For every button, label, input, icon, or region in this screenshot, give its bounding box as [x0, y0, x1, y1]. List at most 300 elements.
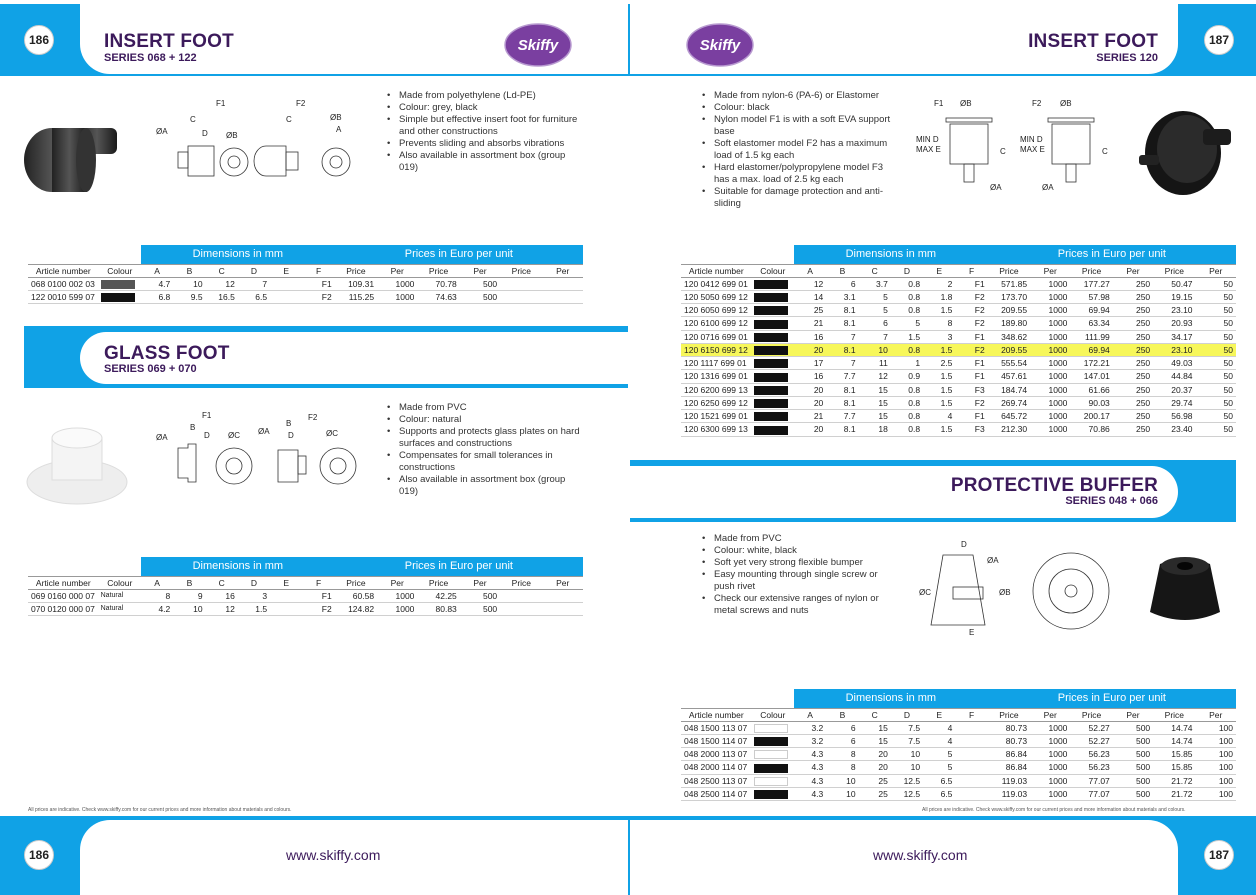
- table-cell: 115.25: [335, 290, 377, 303]
- table-cell: 0.8: [891, 343, 923, 356]
- table-cell: 1.5: [923, 304, 955, 317]
- feature-item: • Supports and protects glass plates on hard surfaces and constructions: [385, 426, 585, 450]
- column-header: E: [923, 264, 955, 277]
- table-cell: 6: [859, 317, 891, 330]
- diagram-label: MIN D: [1020, 135, 1043, 144]
- table-cell: [955, 721, 987, 734]
- table-cell: 500: [1113, 787, 1153, 800]
- skiffy-logo-left: [503, 22, 573, 68]
- table-cell: 209.55: [988, 304, 1030, 317]
- table-cell: 69.94: [1070, 304, 1112, 317]
- table-cell: 50: [1196, 343, 1236, 356]
- website-link[interactable]: www.skiffy.com: [286, 847, 381, 863]
- table-cell: 7.7: [826, 410, 858, 423]
- table-cell: 29.74: [1153, 396, 1195, 409]
- column-header: A: [141, 576, 173, 589]
- table-cell: 20: [794, 383, 826, 396]
- prices-header: Prices in Euro per unit: [335, 245, 583, 264]
- table-cell: 3.7: [859, 277, 891, 290]
- table-row: [681, 370, 1236, 383]
- colour-swatch: [754, 764, 788, 773]
- diagram-label: ØC: [228, 431, 240, 440]
- table-cell: 1000: [1030, 774, 1070, 787]
- table-cell: [500, 589, 542, 602]
- feature-item: • Also available in assortment box (group 019): [385, 474, 585, 498]
- article-number: 120 6300 699 13: [681, 423, 752, 436]
- column-header: F: [955, 264, 987, 277]
- table-cell: 7.5: [891, 721, 923, 734]
- table-cell: F2: [955, 304, 987, 317]
- diagram-label: ØC: [326, 429, 338, 438]
- table-cell: 44.84: [1153, 370, 1195, 383]
- diagram-label: C: [190, 115, 196, 124]
- colour-cell: [752, 774, 794, 787]
- column-header: A: [794, 264, 826, 277]
- table-cell: 7: [238, 277, 270, 290]
- table-cell: [543, 290, 583, 303]
- column-header: Price: [500, 264, 542, 277]
- table-cell: [543, 602, 583, 615]
- table-cell: 15: [859, 410, 891, 423]
- column-header: Per: [377, 576, 417, 589]
- table-cell: 100: [1196, 787, 1236, 800]
- table-cell: 57.98: [1070, 290, 1112, 303]
- table-cell: 250: [1113, 383, 1153, 396]
- table-cell: 1000: [1030, 748, 1070, 761]
- table-cell: 8.1: [826, 396, 858, 409]
- table-cell: 10: [826, 774, 858, 787]
- colour-swatch: [754, 333, 788, 342]
- table-cell: 50: [1196, 330, 1236, 343]
- table-cell: 14: [794, 290, 826, 303]
- table-cell: 5: [859, 290, 891, 303]
- feature-item: • Compensates for small tolerances in constructions: [385, 450, 585, 474]
- table-cell: 90.03: [1070, 396, 1112, 409]
- table-cell: 500: [1113, 774, 1153, 787]
- table-cell: 80.83: [417, 602, 459, 615]
- table-cell: 80.73: [988, 721, 1030, 734]
- table-cell: 10: [891, 748, 923, 761]
- table-row: [681, 290, 1236, 303]
- colour-cell: [99, 290, 141, 303]
- table-spacer: [681, 689, 794, 708]
- table-cell: 19.15: [1153, 290, 1195, 303]
- table-row: [681, 317, 1236, 330]
- table-cell: 0.8: [891, 304, 923, 317]
- feature-item: • Made from PVC: [385, 402, 585, 414]
- table-row: [681, 774, 1236, 787]
- colour-cell: [752, 761, 794, 774]
- table-spacer: [681, 245, 794, 264]
- table-row: [28, 589, 583, 602]
- diagram-label: D: [961, 540, 967, 549]
- column-header: C: [206, 264, 238, 277]
- diagram-label: A: [336, 125, 342, 134]
- article-number: 120 0412 699 01: [681, 277, 752, 290]
- diagram-label: C: [286, 115, 292, 124]
- dimensions-header: Dimensions in mm: [794, 689, 988, 708]
- table-cell: 4.3: [794, 748, 826, 761]
- table-cell: F1: [302, 277, 334, 290]
- table-cell: F1: [955, 357, 987, 370]
- table-cell: 12: [206, 602, 238, 615]
- table-cell: 52.27: [1070, 721, 1112, 734]
- colour-cell: [752, 721, 794, 734]
- diagram-label: ØB: [960, 99, 972, 108]
- table-cell: 21.72: [1153, 787, 1195, 800]
- diagram-label: ØA: [156, 127, 168, 136]
- table-cell: 15: [859, 396, 891, 409]
- article-number: 120 1117 699 01: [681, 357, 752, 370]
- website-link[interactable]: www.skiffy.com: [873, 847, 968, 863]
- table-row: [681, 357, 1236, 370]
- table-cell: 12: [206, 277, 238, 290]
- table-cell: 3: [923, 330, 955, 343]
- colour-swatch: [754, 346, 788, 355]
- table-cell: [270, 277, 302, 290]
- column-header: Per: [1196, 264, 1236, 277]
- colour-swatch: [754, 386, 788, 395]
- column-header: Colour: [752, 708, 794, 721]
- table-cell: 9.5: [173, 290, 205, 303]
- table-cell: 1.5: [923, 423, 955, 436]
- table-cell: [955, 748, 987, 761]
- table-row: [681, 734, 1236, 747]
- table-cell: 209.55: [988, 343, 1030, 356]
- table-cell: F2: [955, 290, 987, 303]
- table-cell: 119.03: [988, 774, 1030, 787]
- table-cell: 212.30: [988, 423, 1030, 436]
- table-cell: 49.03: [1153, 357, 1195, 370]
- diagram-label: MIN D: [916, 135, 939, 144]
- article-number: 048 1500 114 07: [681, 734, 752, 747]
- column-header: Price: [988, 708, 1030, 721]
- table-cell: [270, 290, 302, 303]
- colour-cell: [752, 787, 794, 800]
- table-cell: 61.66: [1070, 383, 1112, 396]
- table-cell: [955, 774, 987, 787]
- table-row: [681, 396, 1236, 409]
- page-number-bottom-right: 187: [1204, 840, 1234, 870]
- table-cell: 119.03: [988, 787, 1030, 800]
- table-cell: 250: [1113, 304, 1153, 317]
- table-cell: 12: [859, 370, 891, 383]
- article-number: 068 0100 002 03: [28, 277, 99, 290]
- table-cell: 50: [1196, 410, 1236, 423]
- diagram-label: D: [202, 129, 208, 138]
- dimensions-header: Dimensions in mm: [141, 557, 335, 576]
- column-header: E: [923, 708, 955, 721]
- table-cell: 10: [826, 787, 858, 800]
- table-cell: 50: [1196, 357, 1236, 370]
- table-cell: 1000: [377, 602, 417, 615]
- table-cell: 7: [859, 330, 891, 343]
- colour-swatch: [754, 724, 788, 733]
- table-cell: 250: [1113, 357, 1153, 370]
- feature-item: • Colour: black: [700, 102, 895, 114]
- colour-swatch: [754, 373, 788, 382]
- table-cell: 100: [1196, 774, 1236, 787]
- column-header: E: [270, 576, 302, 589]
- table-cell: 8.1: [826, 423, 858, 436]
- table-cell: 1000: [1030, 410, 1070, 423]
- column-header: D: [238, 264, 270, 277]
- table-cell: 1000: [1030, 734, 1070, 747]
- table-cell: 12.5: [891, 774, 923, 787]
- table-row: [681, 304, 1236, 317]
- diagram-label: MAX E: [916, 145, 941, 154]
- table-cell: 8: [141, 589, 173, 602]
- table-cell: [543, 589, 583, 602]
- table-cell: 50: [1196, 423, 1236, 436]
- table-cell: 6.5: [238, 290, 270, 303]
- diagram-label: D: [204, 431, 210, 440]
- table-cell: 0.8: [891, 290, 923, 303]
- colour-cell: Natural: [99, 602, 141, 615]
- table-cell: 34.17: [1153, 330, 1195, 343]
- colour-cell: [752, 734, 794, 747]
- table-row: [28, 277, 583, 290]
- feature-item: • Colour: grey, black: [385, 102, 585, 114]
- feature-item: • Simple but effective insert foot for furniture and other constructions: [385, 114, 585, 138]
- table-cell: 250: [1113, 370, 1153, 383]
- table-cell: 56.98: [1153, 410, 1195, 423]
- colour-cell: [752, 277, 794, 290]
- table-cell: 1000: [1030, 423, 1070, 436]
- article-number: 120 6100 699 12: [681, 317, 752, 330]
- colour-cell: Natural: [99, 589, 141, 602]
- table-cell: 12: [794, 277, 826, 290]
- table-cell: 50: [1196, 290, 1236, 303]
- feature-item: • Prevents sliding and absorbs vibrations: [385, 138, 585, 150]
- prices-header: Prices in Euro per unit: [335, 557, 583, 576]
- table-cell: 500: [1113, 734, 1153, 747]
- article-number: 069 0160 000 07: [28, 589, 99, 602]
- table-cell: 4.7: [141, 277, 173, 290]
- table-row: [681, 277, 1236, 290]
- table-cell: 1.5: [923, 383, 955, 396]
- diagram-label: B: [190, 423, 196, 432]
- section-subtitle: SERIES 120: [1096, 52, 1158, 64]
- diagram-label: ØA: [990, 183, 1002, 192]
- table-cell: 184.74: [988, 383, 1030, 396]
- diagram-label: ØA: [258, 427, 270, 436]
- price-table: [681, 689, 1236, 801]
- column-header: B: [173, 264, 205, 277]
- diagram-label: B: [286, 419, 292, 428]
- section-title: INSERT FOOT: [104, 31, 234, 52]
- table-cell: 457.61: [988, 370, 1030, 383]
- table-cell: 1000: [1030, 721, 1070, 734]
- table-cell: 571.85: [988, 277, 1030, 290]
- colour-swatch: [754, 293, 788, 302]
- table-cell: 1000: [1030, 383, 1070, 396]
- table-cell: 5: [859, 304, 891, 317]
- table-cell: 0.8: [891, 423, 923, 436]
- table-cell: 9: [173, 589, 205, 602]
- table-cell: 42.25: [417, 589, 459, 602]
- table-cell: 23.40: [1153, 423, 1195, 436]
- table-cell: 3.2: [794, 721, 826, 734]
- table-cell: 11: [859, 357, 891, 370]
- article-number: 122 0010 599 07: [28, 290, 99, 303]
- diagram-label: ØA: [156, 433, 168, 442]
- diagram-label: D: [288, 431, 294, 440]
- diagram-label: E: [969, 628, 975, 637]
- feature-list: [385, 90, 585, 174]
- diagram-label: F1: [202, 411, 212, 420]
- table-cell: 21: [794, 410, 826, 423]
- table-cell: 0.8: [891, 396, 923, 409]
- table-cell: F1: [955, 370, 987, 383]
- table-cell: 0.8: [891, 383, 923, 396]
- table-cell: [543, 277, 583, 290]
- colour-cell: [99, 277, 141, 290]
- table-cell: 77.07: [1070, 787, 1112, 800]
- table-cell: 14.74: [1153, 721, 1195, 734]
- column-header: Per: [1030, 264, 1070, 277]
- table-cell: F1: [955, 410, 987, 423]
- colour-cell: [752, 748, 794, 761]
- table-cell: F3: [955, 423, 987, 436]
- table-cell: F1: [955, 277, 987, 290]
- table-cell: 500: [460, 589, 500, 602]
- column-header: Price: [417, 264, 459, 277]
- table-cell: 10: [173, 602, 205, 615]
- table-cell: 1000: [1030, 277, 1070, 290]
- feature-item: • Colour: natural: [385, 414, 585, 426]
- column-header: Price: [500, 576, 542, 589]
- table-cell: 269.74: [988, 396, 1030, 409]
- column-header: Per: [460, 264, 500, 277]
- table-cell: 100: [1196, 721, 1236, 734]
- column-header: Per: [1030, 708, 1070, 721]
- table-row: [681, 748, 1236, 761]
- table-cell: 16: [794, 330, 826, 343]
- table-cell: 4.3: [794, 761, 826, 774]
- table-cell: 6: [826, 721, 858, 734]
- table-cell: 500: [1113, 748, 1153, 761]
- table-cell: [500, 290, 542, 303]
- table-cell: 50: [1196, 277, 1236, 290]
- table-row: [681, 410, 1236, 423]
- price-table: [28, 245, 583, 304]
- table-cell: 173.70: [988, 290, 1030, 303]
- section-title: PROTECTIVE BUFFER: [950, 475, 1158, 496]
- diagram-label: ØC: [919, 588, 931, 597]
- dimensions-header: Dimensions in mm: [794, 245, 988, 264]
- table-cell: 15: [859, 734, 891, 747]
- table-cell: 500: [1113, 721, 1153, 734]
- table-cell: 21: [794, 317, 826, 330]
- table-cell: 10: [891, 761, 923, 774]
- column-header: Per: [460, 576, 500, 589]
- table-row: [681, 343, 1236, 356]
- table-cell: F2: [302, 602, 334, 615]
- column-header: Colour: [99, 576, 141, 589]
- table-cell: 20: [859, 761, 891, 774]
- table-cell: 0.8: [891, 277, 923, 290]
- table-cell: [270, 589, 302, 602]
- table-row: [681, 330, 1236, 343]
- table-cell: 25: [859, 774, 891, 787]
- table-cell: 74.63: [417, 290, 459, 303]
- table-cell: 20: [794, 423, 826, 436]
- table-cell: 4: [923, 721, 955, 734]
- table-row: [681, 761, 1236, 774]
- feature-list: [385, 402, 585, 498]
- table-cell: F3: [955, 383, 987, 396]
- table-cell: 63.34: [1070, 317, 1112, 330]
- dimensions-header: Dimensions in mm: [141, 245, 335, 264]
- feature-item: • Colour: white, black: [700, 545, 890, 557]
- table-cell: 50: [1196, 317, 1236, 330]
- table-cell: 250: [1113, 277, 1153, 290]
- table-cell: 17: [794, 357, 826, 370]
- table-cell: 1000: [1030, 761, 1070, 774]
- diagram-label: ØA: [1042, 183, 1054, 192]
- feature-item: • Suitable for damage protection and anti-sliding: [700, 186, 895, 210]
- table-cell: 20.93: [1153, 317, 1195, 330]
- table-cell: 100: [1196, 748, 1236, 761]
- table-cell: 177.27: [1070, 277, 1112, 290]
- colour-cell: [752, 330, 794, 343]
- section-subtitle: SERIES 068 + 122: [104, 52, 197, 64]
- table-cell: 1.5: [923, 396, 955, 409]
- table-cell: 20: [794, 396, 826, 409]
- table-cell: 52.27: [1070, 734, 1112, 747]
- article-number: 120 6150 699 12: [681, 343, 752, 356]
- section-subtitle: SERIES 048 + 066: [1065, 495, 1158, 507]
- article-number: 120 5050 699 12: [681, 290, 752, 303]
- table-cell: 500: [460, 602, 500, 615]
- table-cell: 5: [891, 317, 923, 330]
- column-header: F: [302, 576, 334, 589]
- table-cell: 77.07: [1070, 774, 1112, 787]
- section-subtitle: SERIES 069 + 070: [104, 363, 197, 375]
- colour-cell: [752, 357, 794, 370]
- column-header: Price: [1153, 708, 1195, 721]
- table-cell: 1000: [1030, 357, 1070, 370]
- column-header: Price: [335, 264, 377, 277]
- feature-item: • Made from polyethylene (Ld-PE): [385, 90, 585, 102]
- table-cell: 500: [460, 277, 500, 290]
- logo-text: Skiffy: [699, 37, 741, 54]
- price-table: [28, 557, 583, 616]
- table-cell: 5: [923, 761, 955, 774]
- column-header: Article number: [681, 264, 752, 277]
- protective-buffer-photo: [1140, 550, 1230, 625]
- table-cell: 3: [238, 589, 270, 602]
- table-cell: 70.78: [417, 277, 459, 290]
- article-number: 048 2500 113 07: [681, 774, 752, 787]
- table-cell: 15: [859, 383, 891, 396]
- footnote: All prices are indicative. Check www.skiffy.com for our current prices and more information about materials and colours.: [28, 807, 292, 813]
- article-number: 048 2500 114 07: [681, 787, 752, 800]
- column-header: Per: [543, 264, 583, 277]
- diagram-label: ØA: [987, 556, 999, 565]
- table-cell: 56.23: [1070, 748, 1112, 761]
- table-cell: 4: [923, 410, 955, 423]
- article-number: 048 1500 113 07: [681, 721, 752, 734]
- table-row: [681, 423, 1236, 436]
- table-cell: F2: [955, 343, 987, 356]
- feature-item: • Also available in assortment box (group 019): [385, 150, 585, 174]
- colour-swatch: [754, 306, 788, 315]
- table-cell: 16: [794, 370, 826, 383]
- feature-list: [700, 90, 895, 210]
- column-header: A: [141, 264, 173, 277]
